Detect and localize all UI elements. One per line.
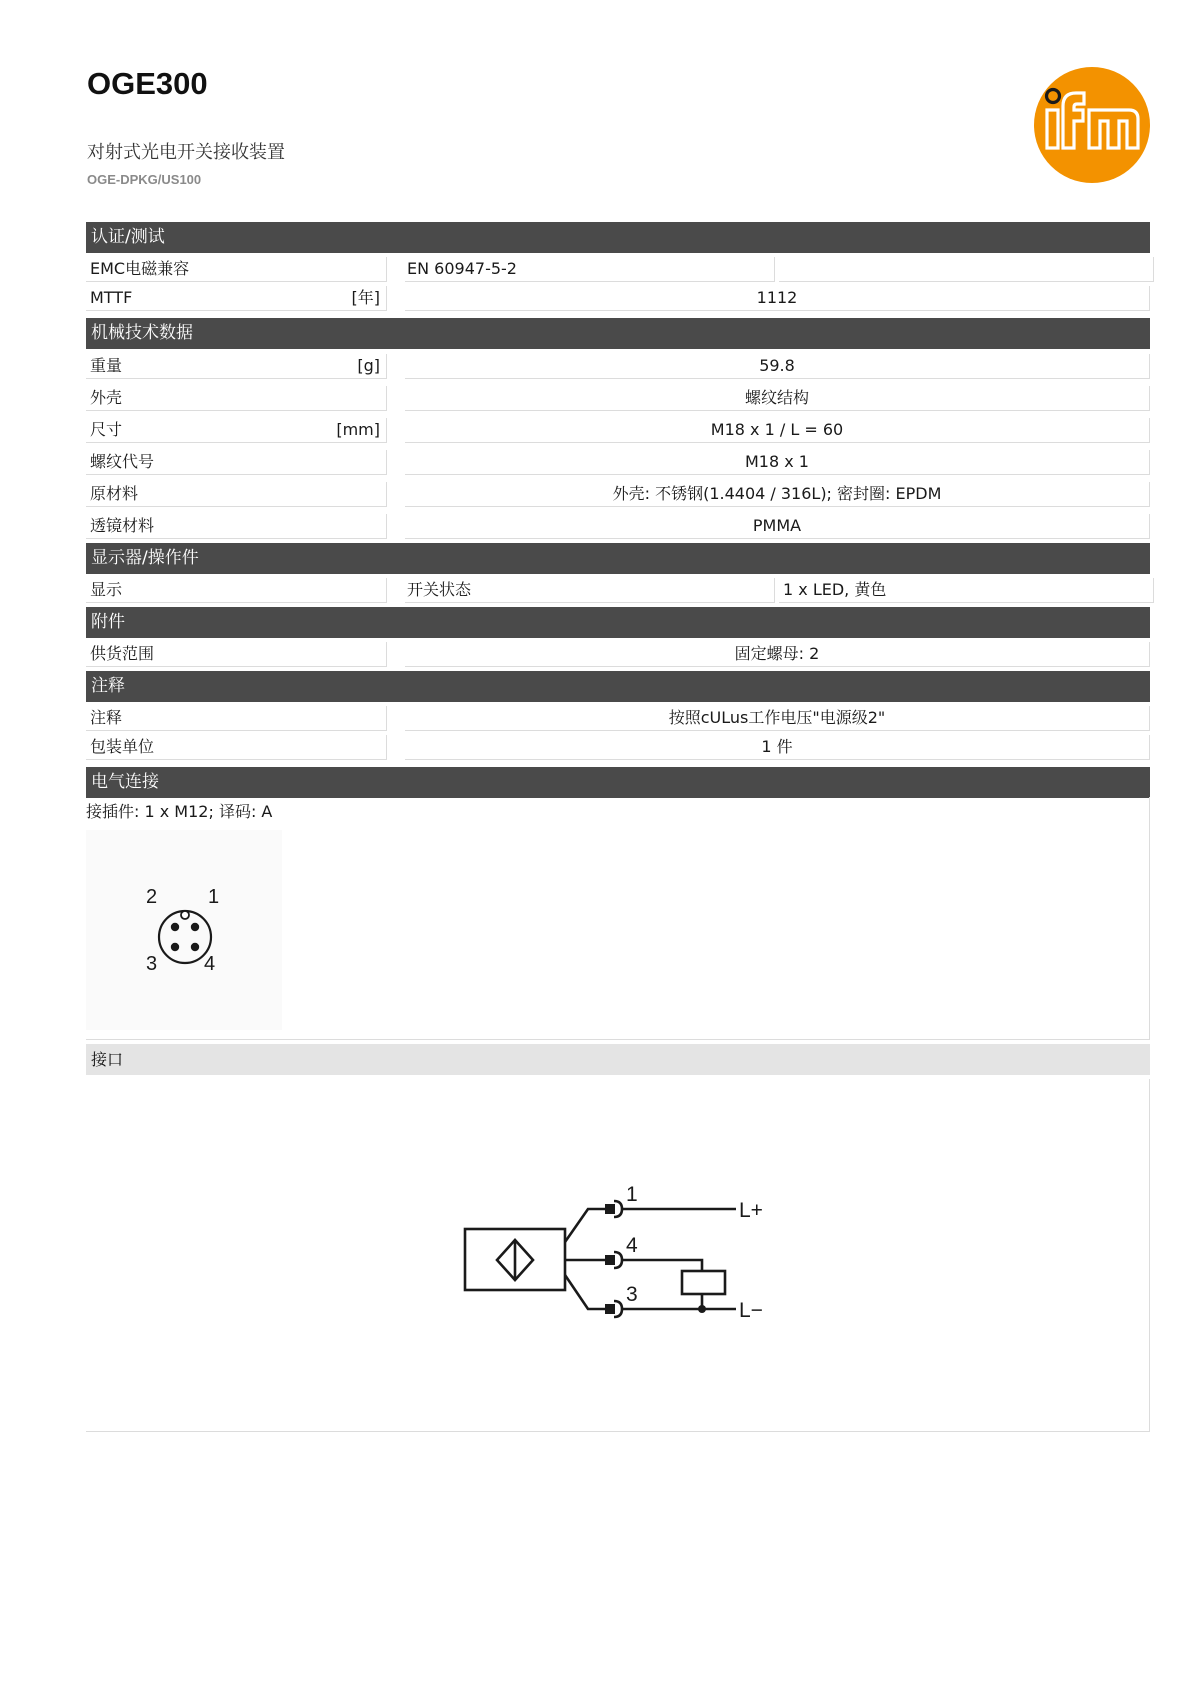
pin-4	[191, 943, 199, 951]
section-heading-mechanical: 机械技术数据	[86, 318, 1150, 349]
ifm-logo	[1033, 66, 1151, 184]
dimensions-label: 尺寸	[90, 420, 123, 439]
section-heading-notes: 注释	[86, 671, 1150, 702]
connector-key	[181, 911, 189, 919]
wire-1	[565, 1209, 608, 1242]
wire-label-3: 3	[626, 1283, 638, 1306]
emc-value: EN 60947-5-2	[405, 257, 775, 282]
materials-value: 外壳: 不锈钢(1.4404 / 316L); 密封圈: EPDM	[405, 482, 1150, 507]
pin-label-4: 4	[204, 953, 216, 975]
section-heading-accessories: 附件	[86, 607, 1150, 638]
dimensions-label-cell	[86, 418, 387, 443]
section-heading-display: 显示器/操作件	[86, 543, 1150, 574]
line-4-to-load	[622, 1260, 702, 1271]
lens-label: 透镜材料	[86, 514, 387, 539]
mttf-label: MTTF	[90, 288, 133, 307]
pin-2	[171, 923, 179, 931]
section-heading-certification: 认证/测试	[86, 222, 1150, 253]
weight-label: 重量	[90, 356, 123, 375]
dimensions-unit: [mm]	[336, 420, 380, 439]
wiring-diagram	[86, 1079, 1149, 1431]
pin-label-2: 2	[146, 886, 158, 908]
dimensions-value: M18 x 1 / L = 60	[405, 418, 1150, 443]
section-heading-interface: 接口	[86, 1044, 1150, 1075]
connector-text: 接插件: 1 x M12; 译码: A	[86, 802, 273, 821]
terminal-l-minus: L−	[739, 1299, 763, 1322]
plug-4	[614, 1252, 622, 1268]
delivery-value: 固定螺母: 2	[405, 642, 1150, 667]
wire-label-4: 4	[626, 1234, 638, 1257]
load-resistor	[682, 1271, 725, 1294]
display-mid: 开关状态	[405, 578, 775, 603]
junction-dot	[698, 1305, 706, 1313]
terminal-l-plus: L+	[739, 1199, 763, 1222]
product-code: OGE-DPKG/US100	[87, 172, 202, 187]
packing-value: 1 件	[405, 735, 1150, 760]
pin-1	[191, 923, 199, 931]
mttf-value: 1112	[405, 286, 1150, 311]
wire-3	[565, 1275, 608, 1309]
mttf-unit: [年]	[351, 288, 380, 307]
housing-label: 外壳	[86, 386, 387, 411]
materials-label: 原材料	[86, 482, 387, 507]
packing-label: 包装单位	[86, 735, 387, 760]
notes-label: 注释	[86, 706, 387, 731]
m12-connector-pinout	[86, 830, 282, 1030]
lens-value: PMMA	[405, 514, 1150, 539]
pin-label-3: 3	[146, 953, 158, 975]
section-heading-electrical: 电气连接	[86, 767, 1150, 798]
thread-label: 螺纹代号	[86, 450, 387, 475]
weight-value: 59.8	[405, 354, 1150, 379]
housing-value: 螺纹结构	[405, 386, 1150, 411]
plug-3	[614, 1301, 622, 1317]
display-label: 显示	[86, 578, 387, 603]
weight-unit: [g]	[357, 356, 380, 375]
connector-diagram-box	[86, 830, 282, 1030]
mttf-label-cell	[86, 286, 387, 311]
notes-value: 按照cULus工作电压"电源级2"	[405, 706, 1150, 731]
pin-label-1: 1	[208, 886, 220, 908]
emc-label: EMC电磁兼容	[86, 257, 387, 282]
product-title: OGE300	[87, 66, 208, 101]
emc-empty	[779, 257, 1154, 282]
display-value: 1 x LED, 黄色	[779, 578, 1154, 603]
product-subtitle: 对射式光电开关接收装置	[87, 142, 285, 163]
pin-3	[171, 943, 179, 951]
thread-value: M18 x 1	[405, 450, 1150, 475]
plug-1	[614, 1201, 622, 1217]
wire-label-1: 1	[626, 1183, 638, 1206]
delivery-label: 供货范围	[86, 642, 387, 667]
interface-box	[86, 1079, 1150, 1432]
weight-label-cell	[86, 354, 387, 379]
